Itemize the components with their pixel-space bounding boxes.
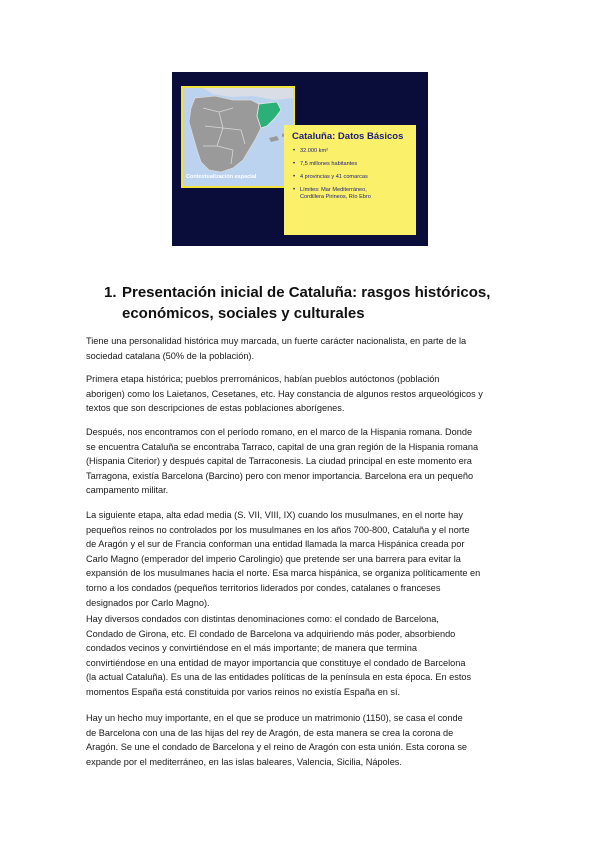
info-bullet-list <box>292 148 412 201</box>
paragraph-line: Tarragona, existía Barcelona (Barcino) pero con menor importancia. Barcelona era un pequeño <box>86 470 474 481</box>
paragraph <box>86 425 518 498</box>
paragraph-line: convirtiéndose en una entidad de mayor importancia que constituye el condado de Barcelona <box>86 657 466 668</box>
slide-image <box>172 72 428 246</box>
paragraph-line: aborigen) como los Laietanos, Cesetanes, etc. Hay constancia de algunos restos arqueológicos y <box>86 388 483 399</box>
paragraph-line: torno a los condados (pequeños territorios liderados por condes, catalanes o franceses <box>86 582 441 593</box>
paragraph-line: Hay un hecho muy importante, en el que se produce un matrimonio (1150), se casa el conde <box>86 713 463 723</box>
paragraph-line: Condado de Girona, etc. El condado de Barcelona va adquiriendo más poder, absorbiendo <box>86 628 456 639</box>
section-title <box>104 282 524 324</box>
paragraph-line: momentos España está constituida por varios reinos no existía España en sí. <box>86 686 401 697</box>
info-bullet-line: • 7,5 millones habitantes <box>300 161 358 167</box>
paragraph-line: La siguiente etapa, alta edad media (S. VII, VIII, IX) cuando los musulmanes, en el norte hay <box>86 510 463 520</box>
info-box-title: Cataluña: Datos Básicos <box>292 131 404 142</box>
spain-map <box>181 86 295 188</box>
section-title-line: económicos, sociales y culturales <box>122 305 365 322</box>
paragraph-line: (Hispania Citerior) y después capital de Tarraconesis. La ciudad principal en este momento era <box>86 456 472 467</box>
section-title-line: Presentación inicial de Cataluña: rasgos históricos, <box>122 284 491 301</box>
paragraph-line: de Barcelona con una de las hijas del rey de Aragón, de esta manera se crea la corona de <box>86 727 454 738</box>
paragraph <box>86 612 518 700</box>
paragraph-line: Hay diversos condados con distintas denominaciones como: el condado de Barcelona, <box>86 614 439 624</box>
info-bullet <box>292 148 412 155</box>
paragraph-line: Primera etapa histórica; pueblos prerrománicos, habían pueblos autóctonos (población <box>86 374 440 384</box>
paragraph-line: campamento militar. <box>86 485 169 496</box>
paragraph-line: pequeños reinos no controlados por los musulmanes en los años 700-800, Cataluña y el norte <box>86 524 470 535</box>
paragraph <box>86 508 518 610</box>
paragraph-line: de Aragón y el sur de Francia conforman una entidad llamada la marca Hispánica creada por <box>86 539 465 550</box>
paragraph-line: textos que son descripciones de estas poblaciones aborígenes. <box>86 403 345 414</box>
paragraph-line: Carlo Magno (emperador del imperio Carolingio) que pretende ser una barrera para evitar la <box>86 553 461 564</box>
paragraph <box>86 372 518 416</box>
map-caption: Contextualización espacial <box>186 174 257 180</box>
paragraph-line: expande por el mediterráneo, en las islas baleares, Valencia, Sicilia, Nápoles. <box>86 756 402 767</box>
paragraph-line: expansión de los musulmanes hacia el norte. Esa marca hispánica, se organiza políticamente en <box>86 568 481 579</box>
paragraph-line: condados vecinos y convirtiéndose en el más importante; de manera que termina <box>86 643 417 654</box>
info-bullet-line: Cordillera Pirineos, Río Ebro <box>300 194 371 200</box>
paragraph-line: sociedad catalana (50% de la población). <box>86 350 255 361</box>
info-bullet <box>292 161 412 168</box>
paragraph <box>86 334 518 363</box>
info-box <box>284 125 416 235</box>
paragraph-line: designados por Carlo Magno). <box>86 597 210 608</box>
info-bullet <box>292 187 412 201</box>
section-heading <box>104 282 524 324</box>
paragraph-line: se encuentra Cataluña se encontraba Tarraco, capital de una gran región de la Hispania romana <box>86 441 479 452</box>
paragraph <box>86 711 518 769</box>
paragraph-line: Después, nos encontramos con el período romano, en el marco de la Hispania romana. Donde <box>86 427 473 437</box>
paragraph-line: Tiene una personalidad histórica muy marcada, un fuerte carácter nacionalista, en parte de la <box>86 336 467 346</box>
spain-map-graphic <box>183 88 293 186</box>
info-bullet-line: • Límites: Mar Mediterráneo, <box>300 187 367 193</box>
section-number: 1. <box>104 284 117 301</box>
paragraph-line: Aragón. Se une el condado de Barcelona y el reino de Aragón con esta unión. Esta corona se <box>86 742 468 753</box>
info-bullet <box>292 174 412 181</box>
info-bullet-line: • 4 provincias y 41 comarcas <box>300 174 368 180</box>
paragraph-line: (la actual Cataluña). Es una de las entidades políticas de la península en esta época. En estos <box>86 672 472 683</box>
info-bullet-line: • 32.000 km² <box>300 148 328 154</box>
